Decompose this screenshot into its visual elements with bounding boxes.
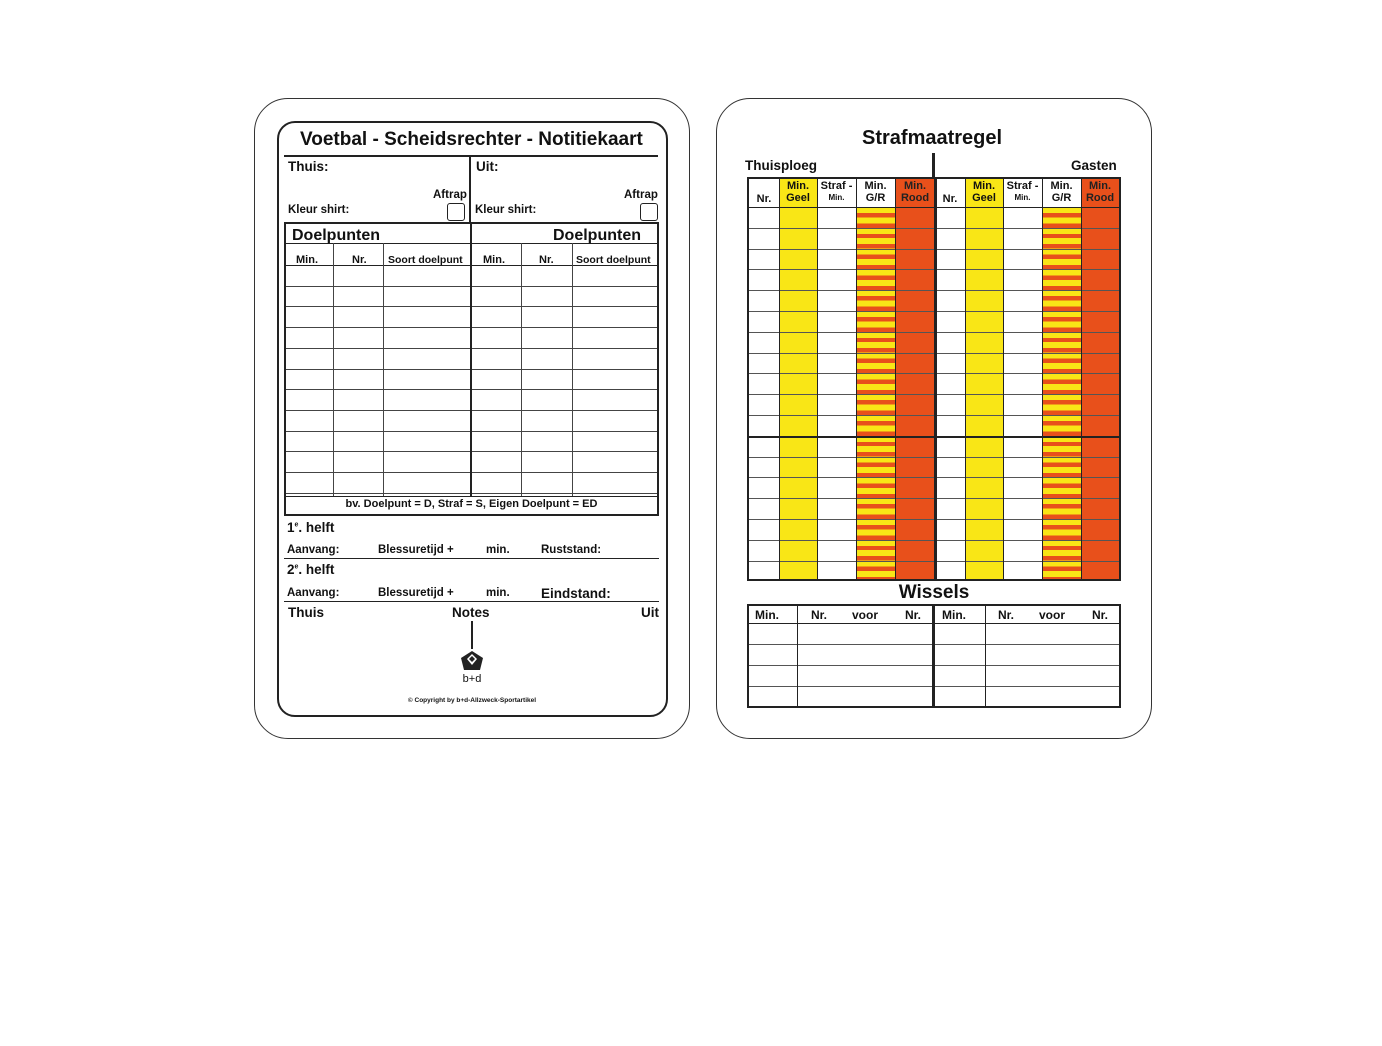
penalty-column-line <box>1081 179 1082 579</box>
subs-team-divider <box>932 606 935 706</box>
second-half-line <box>284 601 659 602</box>
penalty-header-top: Straf - <box>1006 180 1039 192</box>
penalty-column-header <box>965 179 1003 207</box>
halftime-score-label: Ruststand: <box>541 544 602 556</box>
first-half-min-label: min. <box>486 544 510 556</box>
subs-column-header: Nr. <box>811 608 828 622</box>
first-half-label: 1e. helft <box>287 520 335 535</box>
second-half-min-label: min. <box>486 587 510 599</box>
penalty-column-line <box>1003 179 1004 579</box>
home-kickoff-checkbox[interactable] <box>447 203 465 221</box>
subs-column-header: voor <box>852 608 879 622</box>
away-team-heading: Gasten <box>1071 158 1117 173</box>
home-goal-min-header: Min. <box>296 254 318 266</box>
away-goal-min-header: Min. <box>483 254 505 266</box>
subs-column-line <box>797 606 798 706</box>
penalty-header-bottom: Geel <box>786 192 810 204</box>
gr-column-body-fill <box>1042 207 1081 579</box>
notes-divider <box>471 621 473 649</box>
second-half-start-label: Aanvang: <box>287 587 340 599</box>
goal-column-line <box>572 243 573 496</box>
penalty-column-line <box>965 179 966 579</box>
subs-column-header: Min. <box>942 608 966 622</box>
penalty-column-header <box>1003 179 1042 207</box>
penalties-title: Strafmaatregel <box>862 127 1003 149</box>
penalty-column-header <box>1042 179 1081 207</box>
goal-column-line <box>521 243 522 496</box>
penalty-header-bottom: G/R <box>1051 192 1072 204</box>
penalty-header-top: Min. <box>973 180 995 192</box>
subs-column-line <box>985 606 986 706</box>
penalty-column-line <box>1042 179 1043 579</box>
logo-text: b+d <box>462 673 482 685</box>
penalty-column-header <box>817 179 856 207</box>
home-shirt-color-label: Kleur shirt: <box>288 204 350 216</box>
bd-logo-icon <box>459 650 485 672</box>
gr-column-body-fill <box>856 207 895 579</box>
subs-column-header: Min. <box>755 608 779 622</box>
away-team-label: Uit: <box>476 159 499 174</box>
goals-table <box>284 222 659 516</box>
penalty-header-top: Straf - <box>820 180 853 192</box>
team-split-line-top <box>932 153 935 178</box>
home-team-label: Thuis: <box>288 159 329 174</box>
penalty-header-top: Min. <box>904 180 926 192</box>
away-goal-nr-header: Nr. <box>539 254 554 266</box>
notes-label: Notes <box>452 605 490 620</box>
penalty-header-top: Min. <box>864 180 887 192</box>
away-shirt-color-label: Kleur shirt: <box>475 204 537 216</box>
penalty-header-bottom: Geel <box>972 192 996 204</box>
away-kickoff-checkbox[interactable] <box>640 203 658 221</box>
substitutions-table <box>747 604 1121 708</box>
home-goals-heading: Doelpunten <box>292 227 380 244</box>
penalty-column-line <box>895 179 896 579</box>
goal-column-line <box>333 243 334 496</box>
penalty-header-bottom: Rood <box>900 192 930 204</box>
penalty-header-bottom: Min. <box>828 193 845 202</box>
penalty-header-top: Min. <box>787 180 809 192</box>
penalty-column-line <box>856 179 857 579</box>
penalty-column-header <box>779 179 817 207</box>
penalty-header-bottom: Nr. <box>756 193 772 205</box>
penalty-header-bottom: Rood <box>1085 192 1115 204</box>
title-underline <box>284 155 658 157</box>
home-goal-type-header: Soort doelpunt <box>388 254 463 266</box>
penalty-column-header <box>749 179 779 207</box>
away-goal-type-header: Soort doelpunt <box>576 254 651 266</box>
subs-column-header: Nr. <box>905 608 922 622</box>
away-goals-heading: Doelpunten <box>553 227 641 244</box>
card-title: Voetbal - Scheidsrechter - Notitiekaart <box>300 129 643 150</box>
subs-column-header: voor <box>1039 608 1066 622</box>
notes-away-label: Uit <box>641 605 659 620</box>
penalty-column-header <box>935 179 965 207</box>
goal-column-line <box>383 243 384 496</box>
second-half-label: 2e. helft <box>287 562 335 577</box>
penalty-column-line <box>779 179 780 579</box>
goals-center-divider <box>470 224 472 496</box>
home-team-heading: Thuisploeg <box>745 158 817 173</box>
penalties-table <box>747 177 1121 581</box>
team-divider <box>469 156 471 222</box>
copyright-text: © Copyright by b+d-Allzweck-Sportartikel <box>407 697 537 704</box>
goals-legend-line <box>286 496 657 497</box>
substitutions-title: Wissels <box>898 582 970 603</box>
home-goal-nr-header: Nr. <box>352 254 367 266</box>
final-score-label: Eindstand: <box>541 586 611 601</box>
first-half-injury-time-label: Blessuretijd + <box>378 544 454 556</box>
penalties-team-divider <box>934 179 937 579</box>
penalty-column-header <box>895 179 935 207</box>
penalty-header-bottom: G/R <box>865 192 886 204</box>
penalty-column-header <box>856 179 895 207</box>
penalty-header-bottom: Min. <box>1014 193 1031 202</box>
subs-column-header: Nr. <box>998 608 1015 622</box>
away-kickoff-label: Aftrap <box>624 189 658 201</box>
penalty-column-line <box>817 179 818 579</box>
second-half-injury-time-label: Blessuretijd + <box>378 587 454 599</box>
penalty-header-bottom: Nr. <box>942 193 958 205</box>
penalty-column-header <box>1081 179 1119 207</box>
goal-type-legend: bv. Doelpunt = D, Straf = S, Eigen Doelpunt = ED <box>345 498 598 510</box>
first-half-start-label: Aanvang: <box>287 544 340 556</box>
penalty-header-top: Min. <box>1050 180 1073 192</box>
notes-home-label: Thuis <box>288 605 324 620</box>
subs-column-header: Nr. <box>1092 608 1109 622</box>
home-kickoff-label: Aftrap <box>433 189 467 201</box>
penalty-header-top: Min. <box>1089 180 1111 192</box>
first-half-line <box>284 558 659 559</box>
